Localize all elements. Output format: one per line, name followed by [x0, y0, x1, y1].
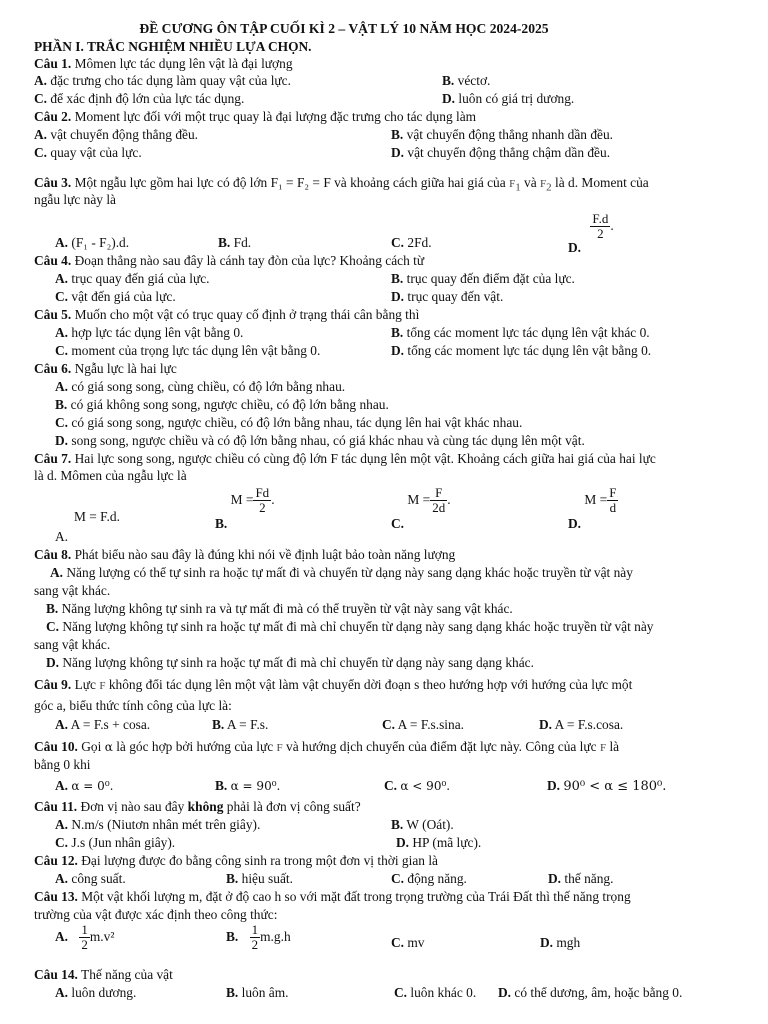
q3-option-d: D. $\frac{F.d}{2}$ . — [568, 211, 614, 255]
question-6: Câu 6. Ngẫu lực là hai lực — [34, 361, 177, 376]
question-9: Câu 9. Lực F không đổi tác dụng lên một vật làm vật chuyển dời đoạn s theo hướng hợp với hướng của lực một — [34, 677, 633, 692]
q12-option-c: C. động năng. — [391, 871, 467, 886]
q5-option-a: A. hợp lực tác dụng lên vật bằng 0. — [55, 325, 244, 340]
q10-option-b: B. α = 90⁰. — [215, 778, 281, 793]
question-1: Câu 1. Mômen lực tác dụng lên vật là đại lượng — [34, 56, 293, 71]
document-title: ĐỀ CƯƠNG ÔN TẬP CUỐI KÌ 2 – VẬT LÝ 10 NĂM HỌC 2024-2025 — [139, 21, 549, 36]
question-13-cont: trường của vật được xác định theo công thức: — [34, 907, 278, 922]
q3-option-b: B. Fd. — [218, 235, 252, 250]
q6-option-a: A. có giá song song, cùng chiều, có độ lớn bằng nhau. — [55, 379, 346, 394]
question-8: Câu 8. Phát biểu nào sau đây là đúng khi nói về định luật bảo toàn năng lượng — [34, 547, 456, 562]
q7-option-b: B. M = $\frac{Fd}{2}$ . — [215, 485, 275, 531]
q9-option-b: B. A = F.s. — [212, 717, 269, 732]
q5-option-d: D. tổng các moment lực tác dụng lên vật bằng 0. — [391, 343, 652, 358]
q8-option-c-cont: sang vật khác. — [34, 637, 111, 652]
question-9-cont: góc a, biểu thức tính công của lực là: — [34, 698, 232, 713]
q9-option-d: D. A = F.s.cosa. — [539, 717, 624, 732]
q11-option-d: D. HP (mã lực). — [396, 835, 482, 850]
q8-option-b: B. Năng lượng không tự sinh ra và tự mất đi mà có thể truyền từ vật này sang vật khác. — [46, 601, 513, 616]
question-12: Câu 12. Đại lượng được đo bằng công sinh ra trong một đơn vị thời gian là — [34, 853, 438, 868]
question-10-cont: bằng 0 khi — [34, 757, 91, 772]
q7-option-a-letter: A. — [55, 529, 69, 544]
q8-option-a: A. Năng lượng có thể tự sinh ra hoặc tự mất đi và chuyển từ dạng này sang dạng khác hoặc truyền từ vật này — [50, 565, 633, 580]
q13-option-b: B. $\frac{1}{2}$ m.g.h — [226, 922, 291, 953]
q1-option-a: A. đặc trưng cho tác dụng làm quay vật của lực. — [34, 73, 291, 88]
q13-option-c: C. mv — [391, 935, 425, 950]
q4-option-b: B. trục quay đến điểm đặt của lực. — [391, 271, 575, 286]
q14-option-d: D. có thể dương, âm, hoặc bằng 0. — [498, 985, 683, 1000]
q4-option-d: D. trục quay đến vật. — [391, 289, 504, 304]
q8-option-d: D. Năng lượng không tự sinh ra hoặc tự mất đi mà chỉ chuyển từ dạng này sang dạng khác. — [46, 655, 534, 670]
q11-option-b: B. W (Oát). — [391, 817, 454, 832]
question-14: Câu 14. Thế năng của vật — [34, 967, 173, 982]
question-3: Câu 3. Một ngẫu lực gồm hai lực có độ lớn F₁ = F₂ = F và khoảng cách giữa hai giá của $F_1$ và $F_2$ là d. Moment của — [34, 175, 649, 194]
q5-option-b: B. tổng các moment lực tác dụng lên vật khác 0. — [391, 325, 650, 340]
q9-option-a: A. A = F.s + cosa. — [55, 717, 151, 732]
q2-option-a: A. vật chuyển động thẳng đều. — [34, 127, 199, 142]
q8-option-c: C. Năng lượng không tự sinh ra hoặc tự mất đi mà chỉ chuyển từ dạng này sang dạng khác hoặc truyền từ vật này — [46, 619, 654, 634]
q10-option-c: C. α < 90⁰. — [384, 778, 451, 793]
q3-option-a: A. (F₁ - F₂).d. — [55, 235, 130, 250]
q1-option-c: C. để xác định độ lớn của lực tác dụng. — [34, 91, 245, 106]
q12-option-a: A. công suất. — [55, 871, 126, 886]
q5-option-c: C. moment của trọng lực tác dụng lên vật bằng 0. — [55, 343, 321, 358]
q9-option-c: C. A = F.s.sina. — [382, 717, 465, 732]
question-11: Câu 11. Đơn vị nào sau đây không phải là đơn vị công suất? — [34, 799, 361, 814]
q7-option-c: C. M = $\frac{F}{2d}$ . — [391, 485, 451, 531]
q6-option-d: D. song song, ngược chiều và có độ lớn bằng nhau, có giá khác nhau và cùng tác dụng lên một vật. — [55, 433, 585, 448]
q2-option-b: B. vật chuyển động thẳng nhanh dần đều. — [391, 127, 614, 142]
q2-option-c: C. quay vật của lực. — [34, 145, 142, 160]
question-3-cont: ngẫu lực này là — [34, 192, 116, 207]
vector-f-symbol: F — [276, 742, 283, 754]
q12-option-b: B. hiệu suất. — [226, 871, 293, 886]
q14-option-b: B. luôn âm. — [226, 985, 289, 1000]
q6-option-b: B. có giá không song song, ngược chiều, có độ lớn bằng nhau. — [55, 397, 389, 412]
q10-option-a: A. α = 0⁰. — [55, 778, 114, 793]
q7-option-a-formula: M = F.d. — [74, 509, 120, 524]
q14-option-c: C. luôn khác 0. — [394, 985, 477, 1000]
q1-option-b: B. véctơ. — [442, 73, 491, 88]
q1-option-d: D. luôn có giá trị dương. — [442, 91, 575, 106]
question-2: Câu 2. Moment lực đối với một trục quay là đại lượng đặc trưng cho tác dụng làm — [34, 109, 477, 124]
q2-option-d: D. vật chuyển động thẳng chậm dần đều. — [391, 145, 611, 160]
q14-option-a: A. luôn dương. — [55, 985, 137, 1000]
question-4: Câu 4. Đoạn thẳng nào sau đây là cánh tay đòn của lực? Khoảng cách từ — [34, 253, 425, 268]
q11-option-c: C. J.s (Jun nhân giây). — [55, 835, 176, 850]
q10-option-d: D. 90⁰ < α ≤ 180⁰. — [547, 778, 667, 794]
q7-option-d: D. M = $\frac{F}{d}$ — [568, 485, 617, 531]
vector-f2-symbol: F — [540, 178, 547, 190]
q4-option-a: A. trục quay đến giá của lực. — [55, 271, 210, 286]
alpha-symbol: α — [104, 740, 113, 754]
question-10: Câu 10. Gọi α là góc hợp bởi hướng của lực F và hướng dịch chuyển của điểm đặt lực này. Công của lực F là — [34, 739, 620, 754]
q13-option-d: D. mgh — [540, 935, 581, 950]
question-13: Câu 13. Một vật khối lượng m, đặt ở độ cao h so với mặt đất trong trọng trường của Trái Đất thì thế năng trọng — [34, 889, 631, 904]
q11-option-a: A. N.m/s (Niutơn nhân mét trên giây). — [55, 817, 261, 832]
q13-option-a: A. $\frac{1}{2}$ m.v² — [55, 922, 115, 953]
question-5: Câu 5. Muốn cho một vật có trục quay cố định ở trạng thái cân bằng thì — [34, 307, 420, 322]
question-7: Câu 7. Hai lực song song, ngược chiều có cùng độ lớn F tác dụng lên một vật. Khoảng cách giữa hai giá của hai lực — [34, 451, 656, 466]
q4-option-c: C. vật đến giá của lực. — [55, 289, 176, 304]
q3-option-c: C. 2Fd. — [391, 235, 432, 250]
question-7-cont: là d. Mômen của ngẫu lực là — [34, 468, 187, 483]
part-heading: PHẦN I. TRẮC NGHIỆM NHIỀU LỰA CHỌN. — [34, 39, 312, 54]
vector-f-symbol: F — [99, 680, 106, 692]
q12-option-d: D. thế năng. — [548, 871, 614, 886]
vector-f1-symbol: F — [509, 178, 516, 190]
vector-f-symbol: F — [599, 742, 607, 754]
q6-option-c: C. có giá song song, ngược chiều, có độ lớn bằng nhau, tác dụng lên hai vật khác nhau. — [55, 415, 523, 430]
q8-option-a-cont: sang vật khác. — [34, 583, 111, 598]
